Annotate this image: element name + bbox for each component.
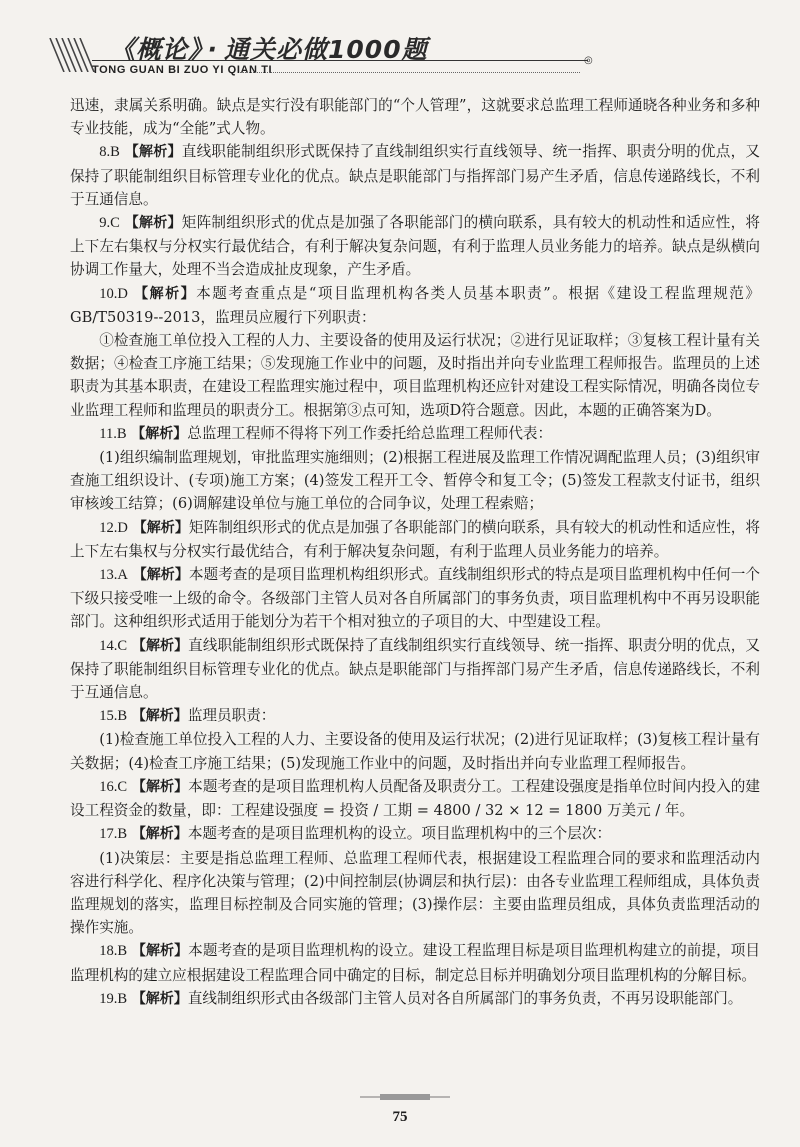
analysis-tag: 【解析】 (131, 637, 189, 654)
answer-paragraph (70, 329, 760, 422)
paragraph-text: (1)决策层：主要是指总监理工程师、总监理工程师代表，根据建设工程监理合同的要求和监理活动内容进行科学化、程序化决策与管理；(2)中间控制层(协调层和执行层)：由各专业监理工程师组成，具体负责监理规划的落实，监理目标控制及合同实施的管理；(3)操作层：主要由监理员组成，具体负责监理活动的操作实施。 (70, 849, 760, 937)
analysis-tag: 【解析】 (131, 943, 189, 960)
header-dotted-rule (240, 72, 580, 73)
answer-paragraph (70, 422, 760, 446)
paragraph-text: 直线制组织形式由各级部门主管人员对各自所属部门的事务负责，不再另设职能部门。 (187, 989, 743, 1007)
answer-label: 17.B (99, 826, 128, 843)
answer-label: 15.B (99, 708, 128, 725)
answer-label: 8.B (99, 144, 120, 161)
analysis-tag: 【解析】 (132, 519, 189, 536)
answer-paragraph (70, 446, 760, 516)
paragraph-text: (1)检查施工单位投入工程的人力、主要设备的使用及运行状况；(2)进行见证取样；(3)复核工程计量有关数据；(4)检查工序施工结果；(5)发现施工作业中的问题，及时指出并向专业监理工程师报告。 (70, 731, 760, 772)
paragraph-text: 直线职能制组织形式既保持了直线制组织实行直线领导、统一指挥、职责分明的优点，又保持了职能制组织目标管理专业化的优点。缺点是职能部门与指挥部门易产生矛盾，信息传递路线长，不利于互通信息。 (70, 143, 761, 208)
answer-label: 9.C (99, 215, 120, 232)
paragraph-text: 监理员职责： (187, 707, 276, 725)
book-subtitle: TONG GUAN BI ZUO YI QIAN TI (92, 64, 273, 76)
header-rule (92, 60, 588, 61)
page-header (0, 0, 800, 92)
paragraph-text: 本题考查的是项目监理机构组织形式。直线制组织形式的特点是项目监理机构中任何一个下级只接受唯一上级的命令。各级部门主管人员对各自所属部门的事务负责，项目监理机构中不再另设职能部门。这种组织形式适用于能划分为若干个相对独立的子项目的大、中型建设工程。 (70, 566, 761, 631)
paragraph-text: ①检查施工单位投入工程的人力、主要设备的使用及运行状况；②进行见证取样；③复核工程计量有关数据；④检查工序施工结果；⑤发现施工作业中的问题，及时指出并向专业监理工程师报告。监理员的上述职责为其基本职责，在建设工程监理实施过程中，项目监理机构还应针对建设工程实际情况，明确各岗位专业监理工程师和监理员的职责分工。根据第③点可知，选项D符合题意。因此，本题的正确答案为D。 (70, 332, 760, 419)
answer-paragraph (70, 987, 760, 1011)
analysis-tag: 【解析】 (124, 144, 182, 161)
answer-paragraph (70, 516, 760, 563)
analysis-tag: 【解析】 (131, 778, 189, 795)
analysis-tag: 【解析】 (134, 285, 197, 302)
book-title-left: 《概论》 (110, 35, 202, 64)
paragraph-text: 矩阵制组织形式的优点是加强了各职能部门的横向联系，具有较大的机动性和适应性，将上下左右集权与分权实行最优结合，有利于解决复杂问题，有利于监理人员业务能力的培养。缺点是纵横向协调工作量大，处理不当会造成扯皮现象，产生矛盾。 (70, 214, 761, 279)
answer-label: 19.B (99, 990, 128, 1007)
paragraph-text: (1)组织编制监理规划，审批监理实施细则；(2)根据工程进展及监理工作情况调配监理人员；(3)组织审查施工组织设计、(专项)施工方案；(4)签发工程开工令、暂停令和复工令；(5)签发工程款支付证书，组织审核竣工结算；(6)调解建设单位与施工单位的合同争议，处理工程索赔； (70, 449, 760, 513)
answer-paragraph (70, 211, 760, 282)
answer-label: 16.C (99, 778, 128, 795)
answer-paragraph (70, 282, 760, 329)
answer-paragraph (70, 634, 760, 705)
analysis-tag: 【解析】 (131, 990, 188, 1007)
paragraph-text: 本题考查的是项目监理机构的设立。建设工程监理目标是项目监理机构建立的前提，项目监理机构的建立应根据建设工程监理合同中确定的目标，制定总目标并明确划分项目监理机构的分解目标。 (70, 942, 760, 984)
paragraph-text: 本题考查重点是“项目监理机构各类人员基本职责”。根据《建设工程监理规范》GB/T50319--2013，监理员应履行下列职责： (70, 284, 761, 326)
answer-paragraph (70, 939, 760, 986)
header-stripes-decoration (46, 38, 98, 72)
answer-label: 12.D (99, 519, 128, 536)
paragraph-text: 总监理工程师不得将下列工作委托给总监理工程师代表： (187, 424, 553, 442)
answer-label: 10.D (99, 285, 128, 302)
footer-ornament (360, 1093, 450, 1101)
answer-explanations (70, 94, 760, 1011)
answer-paragraph (70, 140, 760, 211)
answer-paragraph (70, 563, 760, 634)
paragraph-text: 直线职能制组织形式既保持了直线制组织实行直线领导、统一指挥、职责分明的优点，又保持了职能制组织目标管理专业化的优点。缺点是职能部门与指挥部门易产生矛盾，信息传递路线长，不利于互通信息。 (70, 636, 760, 702)
book-title-right: 通关必做1000题 (224, 35, 428, 64)
answer-label: 11.B (99, 425, 127, 442)
analysis-tag: 【解析】 (131, 425, 188, 442)
answer-paragraph (70, 728, 760, 774)
answer-paragraph (70, 775, 760, 822)
answer-label: 13.A (99, 567, 128, 584)
analysis-tag: 【解析】 (131, 708, 188, 725)
answer-paragraph (70, 822, 760, 846)
answer-label: 14.C (99, 637, 128, 654)
answer-label: 18.B (99, 943, 128, 960)
page-footer (0, 1075, 800, 1135)
page-number: 75 (392, 1109, 408, 1125)
answer-paragraph (70, 847, 760, 940)
header-rule-end-mark: ◎ (584, 55, 593, 66)
analysis-tag: 【解析】 (131, 826, 188, 843)
paragraph-text: 矩阵制组织形式的优点是加强了各职能部门的横向联系，具有较大的机动性和适应性，将上下左右集权与分权实行最优结合，有利于解决复杂问题，有利于监理人员业务能力的培养。 (70, 518, 761, 560)
paragraph-text: 本题考查的是项目监理机构的设立。项目监理机构中的三个层次： (187, 825, 612, 843)
paragraph-text: 本题考查的是项目监理机构人员配备及职责分工。工程建设强度是指单位时间内投入的建设工程资金的数量，即：工程建设强度 = 投资 / 工期 = 4800 / 32 × 12 = 1800 万美元 / 年。 (70, 777, 760, 820)
answer-paragraph (70, 94, 760, 140)
book-title-dot: · (207, 35, 219, 64)
paragraph-text: 迅速，隶属关系明确。缺点是实行没有职能部门的“个人管理”，这就要求总监理工程师通晓各种业务和多种专业技能，成为“全能”式人物。 (70, 97, 760, 138)
analysis-tag: 【解析】 (132, 567, 189, 584)
answer-paragraph (70, 704, 760, 728)
analysis-tag: 【解析】 (124, 215, 182, 232)
